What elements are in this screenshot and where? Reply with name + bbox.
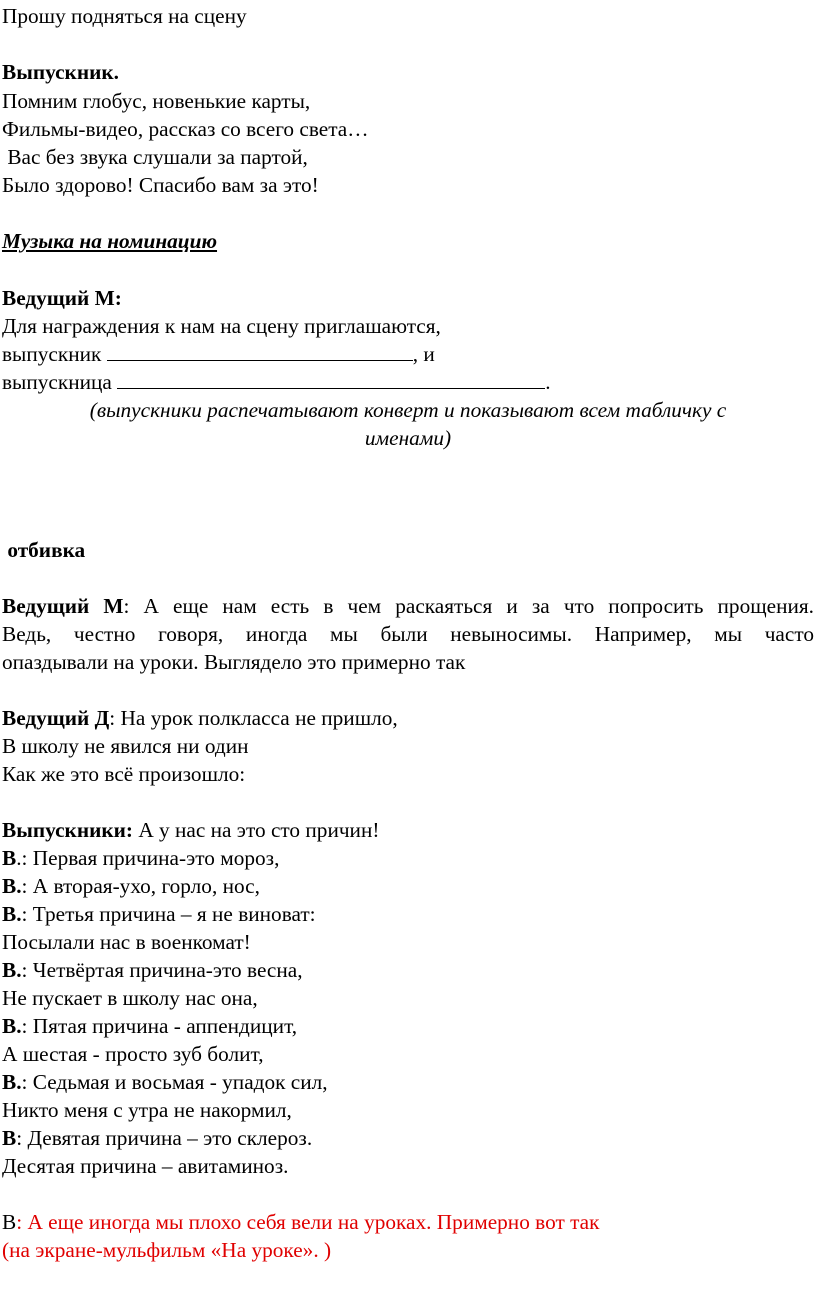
host-m2-line-3: опаздывали на уроки. Выглядело это примерно так <box>2 650 466 674</box>
break-heading: отбивка <box>2 538 86 562</box>
reason-line: В.: Третья причина – я не виноват: <box>2 902 316 926</box>
reason-line: В.: Четвёртая причина-это весна, <box>2 958 303 982</box>
host-m2-line-1: Ведущий М: А еще нам есть в чем раскаяться и за что попросить прощения. <box>2 594 814 618</box>
host-m-heading: Ведущий М: <box>2 286 122 310</box>
host-d-line-3: Как же это всё произошло: <box>2 762 246 786</box>
reason-line: Посылали нас в военкомат! <box>2 930 251 954</box>
graduate-heading: Выпускник. <box>2 60 119 84</box>
final-line-1: В: А еще иногда мы плохо себя вели на уроках. Примерно вот так <box>2 1210 600 1234</box>
award-line: Для награждения к нам на сцену приглашаются, <box>2 314 441 338</box>
reason-line: Десятая причина – авитаминоз. <box>2 1154 289 1178</box>
host-d-line-2: В школу не явился ни один <box>2 734 249 758</box>
poem-line-4: Было здорово! Спасибо вам за это! <box>2 173 319 197</box>
poem-line-2: Фильмы-видео, рассказ со всего света… <box>2 117 369 141</box>
poem-line-1: Помним глобус, новенькие карты, <box>2 89 311 113</box>
stage-note-2: именами) <box>364 426 452 450</box>
reason-line: В.: Пятая причина - аппендицит, <box>2 1014 298 1038</box>
host-d-line-1: Ведущий Д: На урок полкласса не пришло, <box>2 706 398 730</box>
graduate-f-line: выпускница . <box>2 370 551 394</box>
intro-line: Прошу подняться на сцену <box>2 4 247 28</box>
reason-line: В.: Первая причина-это мороз, <box>2 846 280 870</box>
final-line-2: (на экране-мульфильм «На уроке». ) <box>2 1238 332 1262</box>
reason-line: Никто меня с утра не накормил, <box>2 1098 292 1122</box>
poem-line-3: Вас без звука слушали за партой, <box>2 145 308 169</box>
reason-line: А шестая - просто зуб болит, <box>2 1042 264 1066</box>
graduates-line: Выпускники: А у нас на это сто причин! <box>2 818 380 842</box>
reason-line: В.: Седьмая и восьмая - упадок сил, <box>2 1070 328 1094</box>
reason-line: В.: А вторая-ухо, горло, нос, <box>2 874 260 898</box>
reason-line: В: Девятая причина – это склероз. <box>2 1126 313 1150</box>
name-blank-m <box>107 342 413 361</box>
name-blank-f <box>117 370 545 389</box>
graduate-m-line: выпускник , и <box>2 342 435 366</box>
music-heading: Музыка на номинацию <box>2 229 218 253</box>
reason-line: Не пускает в школу нас она, <box>2 986 258 1010</box>
stage-note: (выпускники распечатывают конверт и показывают всем табличку с <box>89 398 727 422</box>
host-m2-line-2: Ведь, честно говоря, иногда мы были невыносимы. Например, мы часто <box>2 622 814 646</box>
